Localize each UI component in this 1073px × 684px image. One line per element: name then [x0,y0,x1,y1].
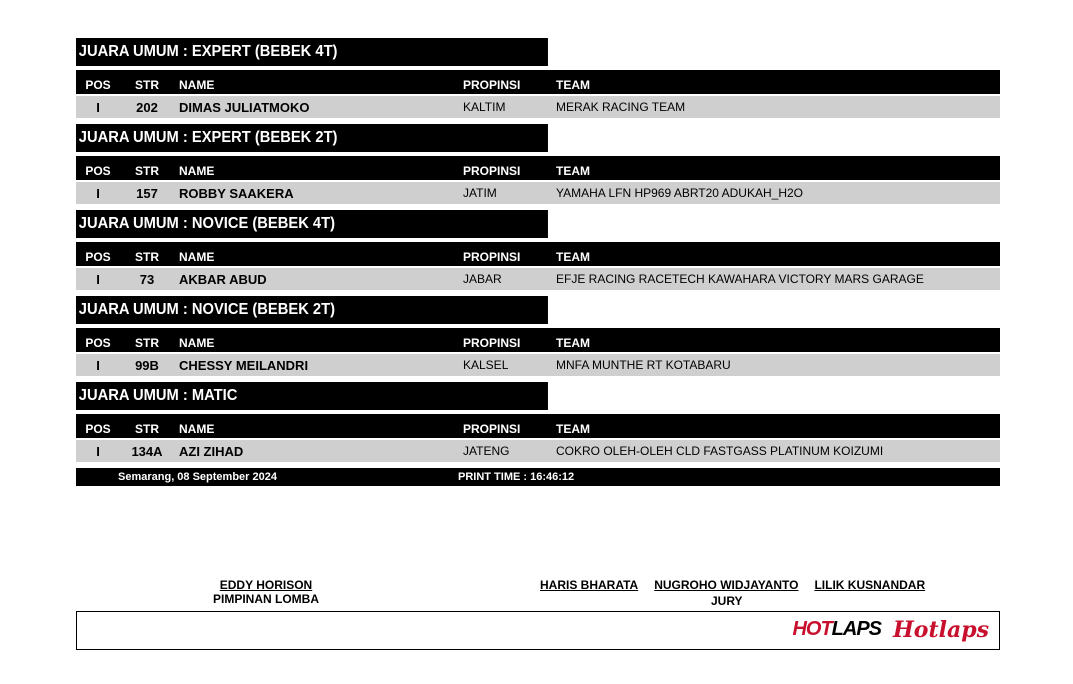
category-section [76,210,1000,290]
header-pos: POS [85,250,111,264]
cell-str: 134A [131,443,163,459]
cell-str: 99B [135,357,159,373]
header-pos: POS [85,336,111,350]
cell-name: AKBAR ABUD [179,271,267,287]
hotlaps-script-logo: Hotlaps [892,617,989,643]
sections-container [76,38,1000,462]
header-team: TEAM [556,78,590,92]
header-propinsi: PROPINSI [463,164,521,178]
table-row [76,96,1000,118]
header-str: STR [135,422,159,436]
cell-pos: I [96,99,100,115]
cell-team: MERAK RACING TEAM [556,100,686,114]
header-str: STR [135,78,159,92]
header-str: STR [135,164,159,178]
leader-name: EDDY HORISON [219,578,313,592]
cell-propinsi: JABAR [463,272,502,286]
cell-name: CHESSY MEILANDRI [179,357,309,373]
cell-pos: I [96,443,100,459]
cell-name: DIMAS JULIATMOKO [179,99,310,115]
header-name: NAME [179,422,215,436]
header-pos: POS [85,78,111,92]
cell-name: ROBBY SAAKERA [179,185,294,201]
category-title: JUARA UMUM : MATIC [76,382,548,410]
table-row [76,268,1000,290]
jury-name-1: HARIS BHARATA [540,578,639,592]
cell-str: 157 [136,185,158,201]
cell-str: 73 [139,271,155,287]
cell-name: AZI ZIHAD [179,443,244,459]
table-row [76,182,1000,204]
header-name: NAME [179,250,215,264]
category-title: JUARA UMUM : NOVICE (BEBEK 4T) [76,210,548,238]
header-team: TEAM [556,422,590,436]
cell-pos: I [96,357,100,373]
table-header [76,414,1000,438]
header-str: STR [135,250,159,264]
cell-team: COKRO OLEH-OLEH CLD FASTGASS PLATINUM KOIZUMI [556,444,884,458]
table-header [76,156,1000,180]
category-title: JUARA UMUM : EXPERT (BEBEK 4T) [76,38,548,66]
header-propinsi: PROPINSI [463,78,521,92]
results-sheet [76,38,1000,486]
cell-team: MNFA MUNTHE RT KOTABARU [556,358,731,372]
header-name: NAME [179,336,215,350]
category-section [76,296,1000,376]
cell-pos: I [96,271,100,287]
table-row [76,354,1000,376]
header-team: TEAM [556,250,590,264]
cell-propinsi: JATIM [463,186,497,200]
table-header [76,328,1000,352]
jury-name-2: NUGROHO WIDJAYANTO [654,578,799,592]
hotlaps-management-logo: HOTLAPS [792,618,881,640]
header-pos: POS [85,164,111,178]
jury-role: JURY [711,594,743,608]
header-name: NAME [179,78,215,92]
header-str: STR [135,336,159,350]
category-title: JUARA UMUM : EXPERT (BEBEK 2T) [76,124,548,152]
print-time: PRINT TIME : 16:46:12 [458,471,575,483]
table-header [76,242,1000,266]
leader-role: PIMPINAN LOMBA [213,592,319,606]
cell-propinsi: JATENG [463,444,510,458]
header-propinsi: PROPINSI [463,336,521,350]
category-section [76,124,1000,204]
jury-names [540,578,941,592]
cell-str: 202 [136,99,158,115]
header-propinsi: PROPINSI [463,250,521,264]
category-section [76,38,1000,118]
cell-propinsi: KALTIM [463,100,506,114]
cell-pos: I [96,185,100,201]
table-row [76,440,1000,462]
event-date: Semarang, 08 September 2024 [118,471,277,483]
logo-box [76,611,1000,650]
footer-bar [76,468,1000,486]
header-name: NAME [179,164,215,178]
table-header [76,70,1000,94]
jury-name-3: LILIK KUSNANDAR [814,578,926,592]
header-pos: POS [85,422,111,436]
header-propinsi: PROPINSI [463,422,521,436]
category-section [76,382,1000,462]
cell-team: EFJE RACING RACETECH KAWAHARA VICTORY MARS GARAGE [556,272,924,286]
cell-propinsi: KALSEL [463,358,509,372]
leader-signature [196,578,336,606]
category-title: JUARA UMUM : NOVICE (BEBEK 2T) [76,296,548,324]
header-team: TEAM [556,164,590,178]
header-team: TEAM [556,336,590,350]
cell-team: YAMAHA LFN HP969 ABRT20 ADUKAH_H2O [556,186,803,200]
